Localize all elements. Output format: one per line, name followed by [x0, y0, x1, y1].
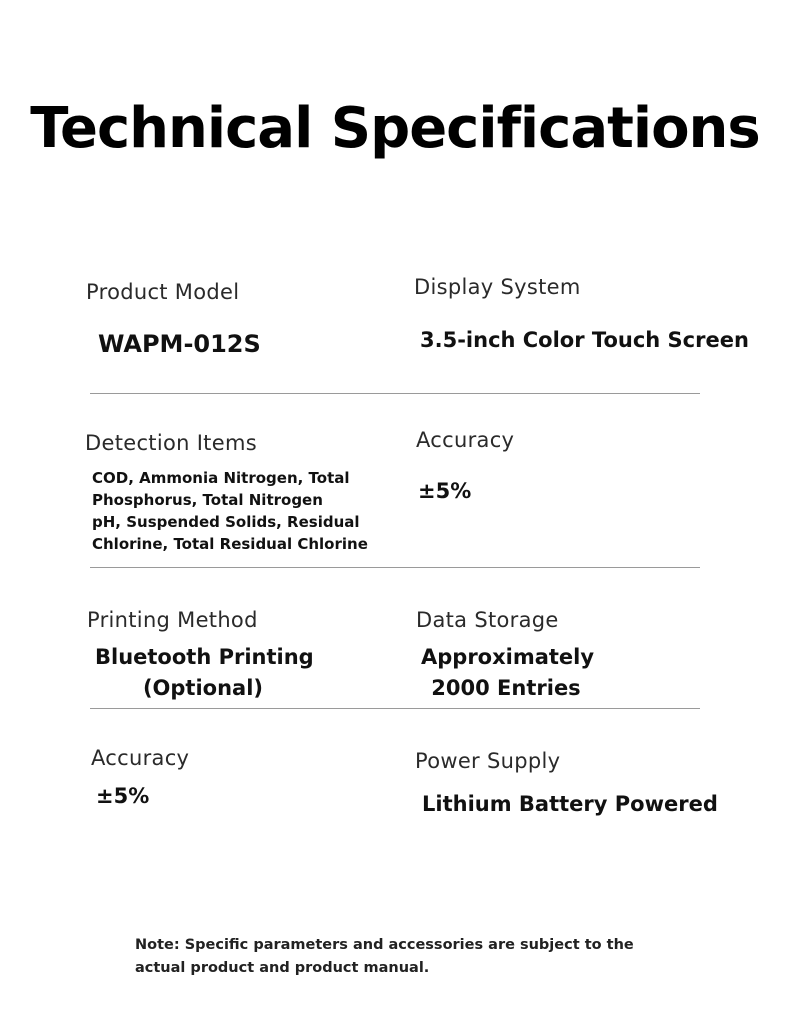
detection-line: Phosphorus, Total Nitrogen	[92, 491, 323, 509]
row-divider	[90, 708, 700, 709]
spec-label-detection-items: Detection Items	[85, 431, 257, 455]
page-title: Technical Specifications	[30, 96, 760, 161]
spec-value-detection-items	[92, 467, 368, 555]
spec-label-product-model: Product Model	[86, 280, 240, 304]
spec-label-accuracy: Accuracy	[416, 428, 515, 452]
printing-line: Bluetooth Printing	[95, 645, 314, 669]
spec-value-accuracy-2: ±5%	[96, 784, 150, 808]
detection-line: pH, Suspended Solids, Residual	[92, 513, 360, 531]
spec-value-product-model: WAPM-012S	[98, 330, 261, 358]
spec-value-display-system: 3.5-inch Color Touch Screen	[420, 328, 749, 352]
footnote-line: Note: Specific parameters and accessories are subject to the	[135, 937, 634, 953]
footnote	[135, 934, 634, 980]
spec-value-printing-method	[95, 642, 314, 704]
spec-label-display-system: Display System	[414, 275, 581, 299]
detection-line: Chlorine, Total Residual Chlorine	[92, 535, 368, 553]
spec-label-data-storage: Data Storage	[416, 608, 559, 632]
printing-line: (Optional)	[142, 676, 264, 700]
spec-value-accuracy: ±5%	[418, 479, 472, 503]
spec-value-data-storage	[421, 642, 595, 704]
row-divider	[90, 567, 700, 568]
spec-value-power-supply: Lithium Battery Powered	[422, 792, 718, 816]
detection-line: COD, Ammonia Nitrogen, Total	[92, 469, 350, 487]
spec-label-power-supply: Power Supply	[415, 749, 561, 773]
spec-label-accuracy-2: Accuracy	[91, 746, 190, 770]
storage-line: 2000 Entries	[431, 676, 581, 700]
spec-label-printing-method: Printing Method	[87, 608, 258, 632]
storage-line: Approximately	[421, 645, 595, 669]
footnote-line: actual product and product manual.	[135, 960, 430, 976]
row-divider	[90, 393, 700, 394]
